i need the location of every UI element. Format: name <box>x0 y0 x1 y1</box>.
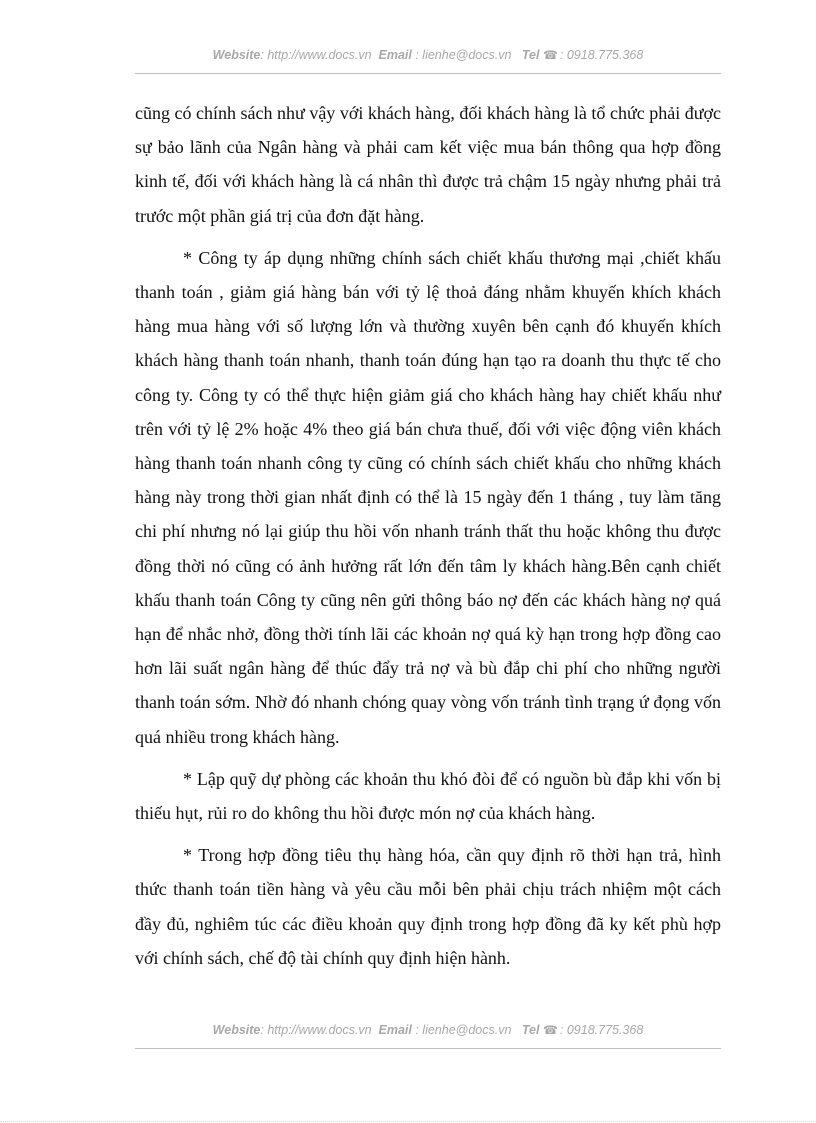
page-edge-divider <box>0 1121 816 1122</box>
footer-email-value: : lienhe@docs.vn <box>415 1023 512 1037</box>
document-body <box>135 96 721 983</box>
footer-website-label: Website <box>212 1023 261 1037</box>
footer-email-label: Email <box>378 1023 412 1037</box>
footer-divider <box>135 1048 721 1049</box>
paragraph-1: cũng có chính sách như vậy với khách hàng, đối khách hàng là tổ chức phải được sự bảo lãnh của Ngân hàng và phải cam kết việc mua bán thông qua hợp đồng kinh tế, đối với khách hàng là cá nhân thì được trả chậm 15 ngày nhưng phải trả trước một phần giá trị của đơn đặt hàng. <box>135 103 721 226</box>
footer-website-value: : http://www.docs.vn <box>260 1023 372 1037</box>
phone-icon: ☎ <box>542 1023 558 1037</box>
footer-tel-label: Tel <box>521 1023 540 1037</box>
header-divider <box>135 73 721 74</box>
page-footer <box>135 1023 721 1037</box>
header-tel-label: Tel <box>521 48 540 62</box>
header-email-value: : lienhe@docs.vn <box>415 48 512 62</box>
page-header <box>135 48 721 62</box>
paragraph-4: * Trong hợp đồng tiêu thụ hàng hóa, cần quy định rõ thời hạn trả, hình thức thanh toán tiền hàng và yêu cầu mỗi bên phải chịu trách nhiệm một cách đầy đủ, nghiêm túc các điều khoản quy định trong hợp đồng đã ky kết phù hợp với chính sách, chế độ tài chính quy định hiện hành. <box>135 845 721 968</box>
header-website-value: : http://www.docs.vn <box>260 48 372 62</box>
paragraph-3: * Lập quỹ dự phòng các khoản thu khó đòi để có nguồn bù đắp khi vốn bị thiếu hụt, rủi ro do không thu hồi được món nợ của khách hàng. <box>135 768 721 824</box>
paragraph-2: * Công ty áp dụng những chính sách chiết khấu thương mại ,chiết khấu thanh toán , giảm giá hàng bán với tỷ lệ thoả đáng nhằm khuyến khích khách hàng mua hàng với số lượng lớn và thường xuyên bên cạnh đó khuyến khích khách hàng thanh toán nhanh, thanh toán đúng hạn tạo ra doanh thu thực tế cho công ty. Công ty có thể thực hiện giảm giá cho khách hàng hay chiết khấu như trên với tỷ lệ 2% hoặc 4% theo giá bán chưa thuế, đối với việc động viên khách hàng thanh toán nhanh công ty cũng có chính sách chiết khấu cho những khách hàng này trong thời gian nhất định có thể là 15 ngày đến 1 tháng , tuy làm tăng chi phí nhưng nó lại giúp thu hồi vốn nhanh tránh thất thu hoặc không thu được đồng thời nó cũng có ảnh hưởng rất lớn đến tâm ly khách hàng.Bên cạnh chiết khấu thanh toán Công ty cũng nên gửi thông báo nợ đến các khách hàng nợ quá hạn để nhắc nhở, đồng thời tính lãi các khoản nợ quá kỳ hạn trong hợp đồng cao hơn lãi suất ngân hàng để thúc đẩy trả nợ và bù đắp chi phí cho những người thanh toán sớm. Nhờ đó nhanh chóng quay vòng vốn tránh tình trạng ứ đọng vốn quá nhiều trong khách hàng. <box>135 247 721 747</box>
phone-icon: ☎ <box>542 48 558 62</box>
footer-tel-value: : 0918.775.368 <box>559 1023 644 1037</box>
header-website-label: Website <box>212 48 261 62</box>
header-email-label: Email <box>378 48 412 62</box>
header-tel-value: : 0918.775.368 <box>559 48 644 62</box>
